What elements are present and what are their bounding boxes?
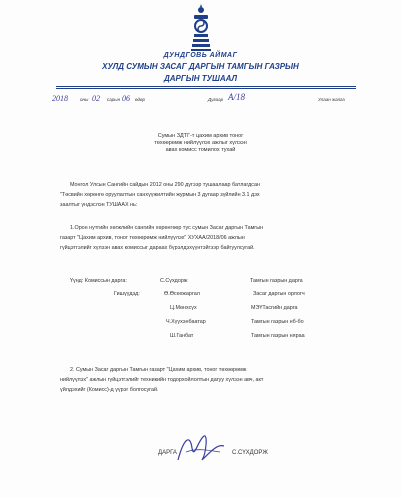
paragraph-3-line-3: үйлдэхийг (Комисс)-д үүрэг болгосугай. xyxy=(60,387,159,393)
paragraph-3-line-2: нийлүүлэх" ажлын гүйцэтгэлийг техникийн тодорхойлолтын дагуу хүлээн авч, акт xyxy=(60,377,264,383)
organization-name: ХУЛД СУМЫН ЗАСАГ ДАРГЫН ТАМГЫН ГАЗРЫН xyxy=(102,62,299,71)
member-role: Засаг даргын орлогч xyxy=(253,291,305,297)
member-role: Тамгын газрын няраа xyxy=(251,333,305,339)
paragraph-1-line-1: Монгол Улсын Сангийн сайдын 2012 оны 290 дүгээр тушаалаар батлагдсан xyxy=(70,182,260,188)
paragraph-2-line-2: газарт "Цахим архив, тоног төхөөрөмж нийлүүлэх" ХУХАА/2018/06 ажлын xyxy=(60,235,245,241)
member-name: Ш.Ганбат xyxy=(170,333,194,339)
signatory-title: ДАРГА xyxy=(158,450,177,456)
day-label: өдөр xyxy=(135,97,145,102)
year-label: оны xyxy=(80,97,89,102)
commission-chair-name: С.Сүхдорж xyxy=(160,278,188,284)
handwritten-signature xyxy=(172,430,232,470)
header-rule-bottom xyxy=(56,88,356,89)
title-line-3: авах комисс томилох тухай xyxy=(165,147,236,153)
paragraph-2-line-3: гүйцэтгэлийг хүлээн авах комиссыг дараах бүрэлдэхүүнтэйгээр байгуулсугай. xyxy=(60,245,255,251)
aimag-name: ДУНДГОВЬ АЙМАГ xyxy=(163,52,238,59)
title-line-2: төхөөрөмж нийлүүлэх ажлыг хүлээн xyxy=(154,140,247,146)
paragraph-1-line-2: "Төсвийн хөрөнгө оруулалтын санхүүжилтийн журмын 3 дугаар зүйлийн 3.1 дэх xyxy=(60,192,260,198)
day-handwritten: 06 xyxy=(122,94,130,103)
member-role: МЭҮТасгийн дарга xyxy=(251,305,298,311)
title-line-1: Сумын ЗДТГ-т цахим архив тоног xyxy=(157,133,244,139)
paragraph-1-line-3: заалтыг үндэслэн ТУШААХ нь: xyxy=(60,202,138,208)
commission-chair-label: Үүнд: Комиссын дарга: xyxy=(70,278,127,284)
paragraph-3-line-1: 2. Сумын Засаг даргын Тамгын газарт "Цахим архив, тоног төхөөрөмж xyxy=(70,367,247,373)
document-type: ДАРГЫН ТУШААЛ xyxy=(163,74,238,83)
commission-chair-role: Тамгын газрын дарга xyxy=(250,278,303,284)
state-emblem-icon xyxy=(189,4,213,52)
paragraph-2-line-1: 1.Орон нутгийн хөгжлийн сангийн хөрөнгөөр тус сумын Засаг даргын Тамгын xyxy=(70,225,264,231)
member-role: Тамгын газрын нб-бо xyxy=(251,319,304,325)
number-handwritten: А/18 xyxy=(228,92,245,102)
year-handwritten: 2018 xyxy=(52,94,68,103)
number-label: Дугаар xyxy=(208,97,224,102)
signatory-name: С.СҮХДОРЖ xyxy=(232,450,268,456)
month-handwritten: 02 xyxy=(92,94,100,103)
month-label: сарын xyxy=(107,97,121,102)
member-name: Ц.Мөнхсүх xyxy=(170,305,197,311)
place-name: Улаан жалга xyxy=(318,97,345,102)
member-name: Ө.Өсөхжаргал xyxy=(164,291,200,297)
member-name: Ч.Хүүхэнбаатар xyxy=(166,319,206,325)
header-rule-top xyxy=(56,86,356,87)
commission-members-label: Гишүүдэд: xyxy=(114,291,140,297)
